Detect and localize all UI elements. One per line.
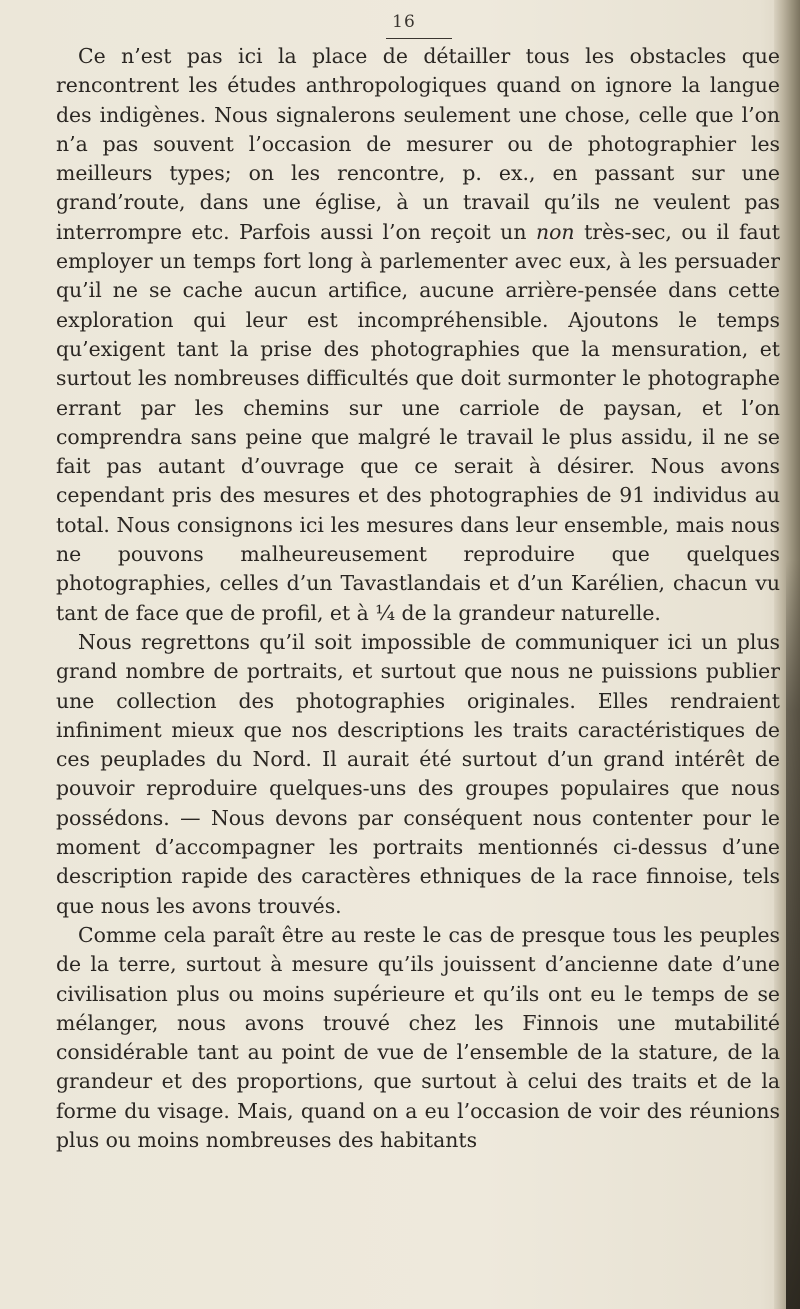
paragraph-1-italic: non — [536, 219, 575, 244]
paragraph-2: Nous regrettons qu’il soit impossible de communiquer ici un plus grand nombre de portraits, et surtout que nous ne puissions publier une collection des photographies originales. Elles rendraient infiniment mieux que nos descriptions les traits caractéristiques de ces peuplades du Nord. Il aurait été surtout d’un grand intérêt de pouvoir reproduire quelques-uns des groupes populaires que nous possédons. — Nous devons par conséquent nous contenter pour le moment d’accompagner les portraits mentionnés ci-dessus d’une description rapide des caractères ethniques de la race finnoise, tels que nous les avons trouvés. — [56, 629, 780, 918]
page-number: 16 — [392, 12, 416, 32]
page-edge-dark — [786, 560, 800, 1309]
paragraph-1 — [56, 42, 780, 628]
paragraph-3: Comme cela paraît être au reste le cas de presque tous les peuples de la terre, surtout à mesure qu’ils jouissent d’ancienne date d’une civilisation plus ou moins supérieure et qu’ils ont eu le temps de se mélanger, nous avons trouvé chez les Finnois une mutabilité considérable tant au point de vue de l’ensemble de la stature, de la grandeur et des proportions, que surtout à celui des traits et de la forme du visage. Mais, quand on a eu l’occasion de voir des réunions plus ou moins nombreuses des habitants — [56, 922, 780, 1152]
paragraph-1-before: Ce n’est pas ici la place de détailler tous les obstacles que rencontrent les études anthropologiques quand on ignore la langue des indigènes. Nous signalerons seulement une chose, celle que l’on n’a pas souvent l’occasion de mesurer ou de photographier les meilleurs types; on les rencontre, p. ex., en passant sur une grand’route, dans une église, à un travail qu’ils ne veulent pas interrompre etc. Parfois aussi l’on reçoit un — [56, 44, 780, 244]
body-text — [56, 42, 780, 1155]
page-number-rule — [386, 38, 452, 39]
paragraph-1-after: très-sec, ou il faut employer un temps fort long à parlementer avec eux, à les persuader qu’il ne se cache aucun artifice, aucune arrière-pensée dans cette exploration qui leur est incompréhensible. Ajoutons le temps qu’exigent tant la prise des photographies que la mensuration, et surtout les nombreuses difficultés que doit surmonter le photographe errant par les chemins sur une carriole de paysan, et l’on comprendra sans peine que malgré le travail le plus assidu, il ne se fait pas autant d’ouvrage que ce serait à désirer. Nous avons cependant pris des mesures et des photographies de 91 individus au total. Nous consignons ici les mesures dans leur ensemble, mais nous ne pouvons malheureusement reproduire que quelques photographies, celles d’un Tavastlandais et d’un Karélien, chacun vu tant de face que de profil, et à ¼ de la grandeur naturelle. — [56, 219, 780, 625]
